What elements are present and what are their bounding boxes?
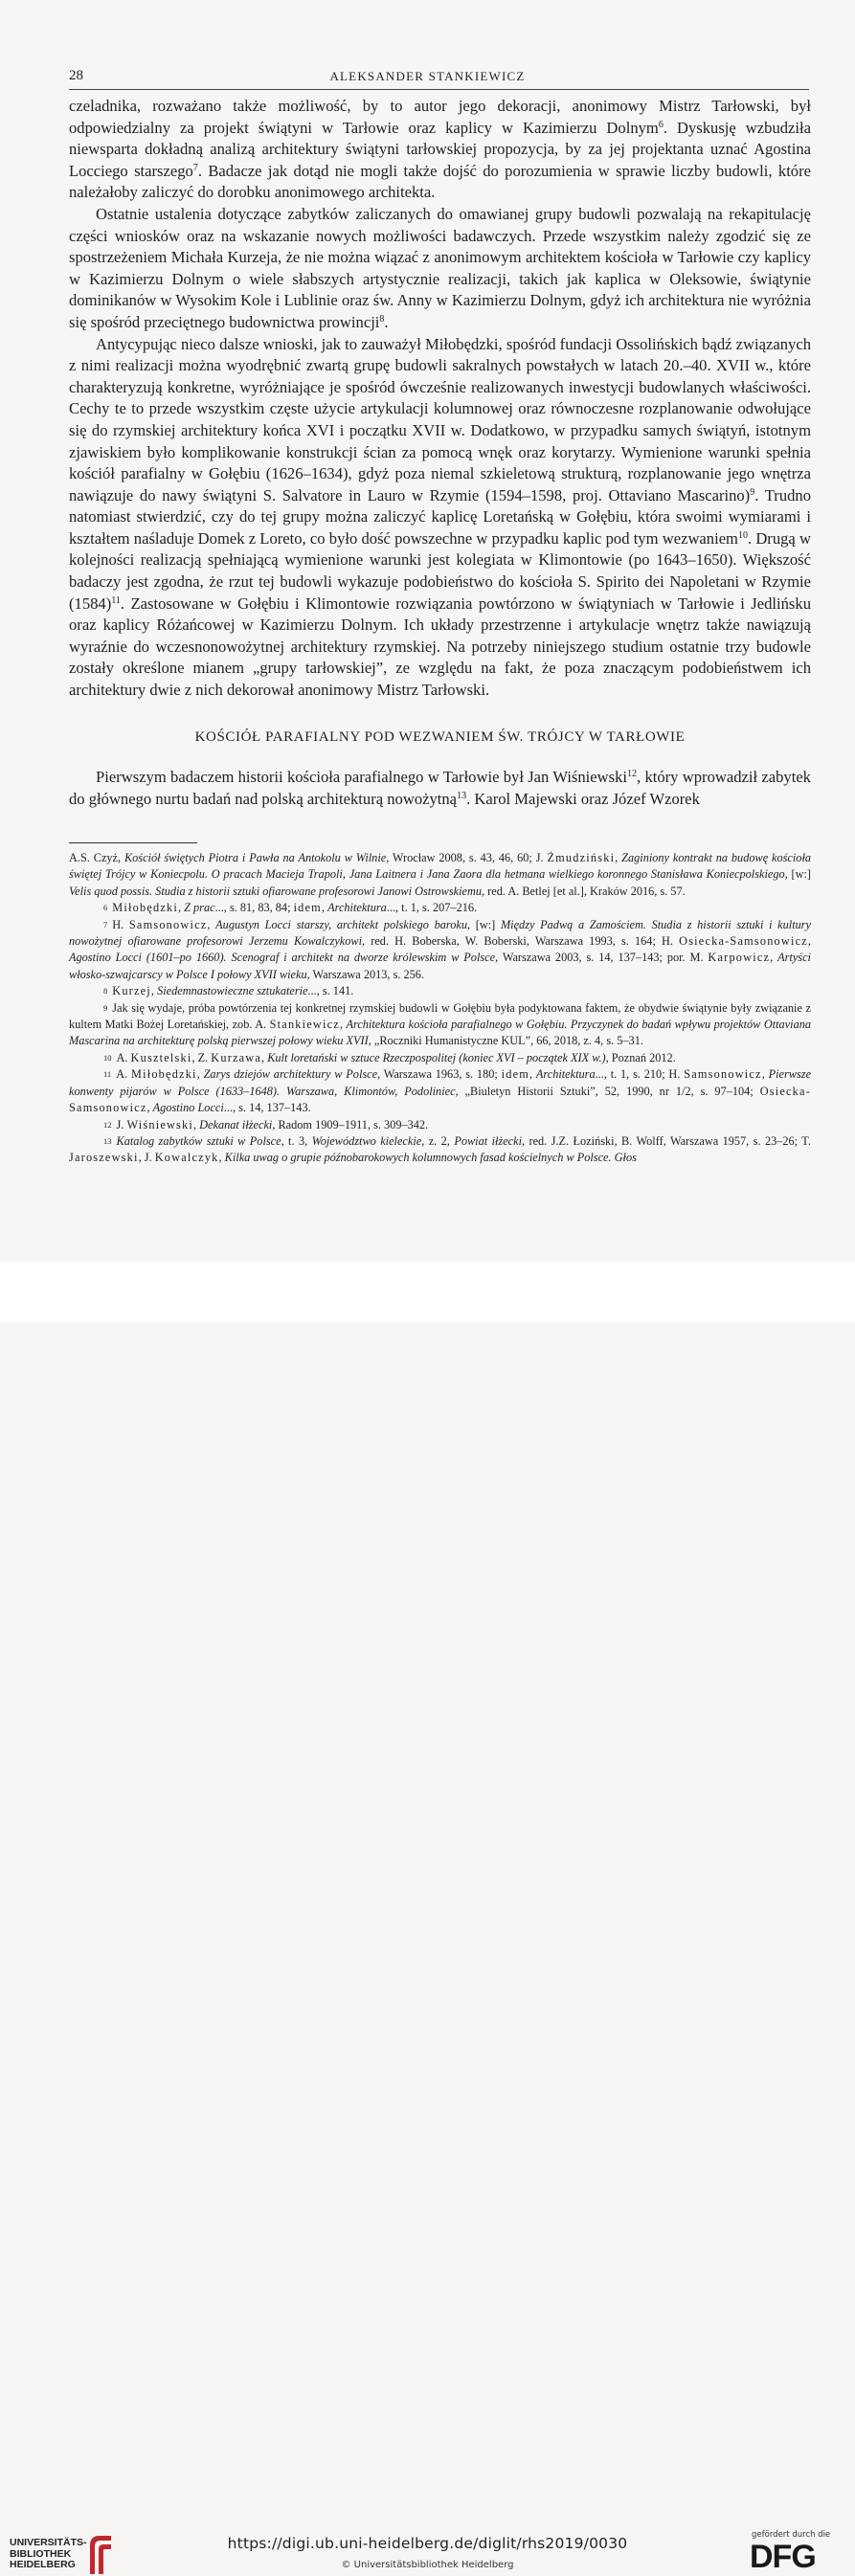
italic-title: Pierwsze konwenty pijarów w Polsce (1633–1648). Warszawa, Klimontów, Podoliniec: [69, 1067, 812, 1098]
text-run: A.: [116, 1067, 131, 1082]
text-run: J.: [116, 1117, 127, 1131]
text-run: , t. 3,: [281, 1133, 312, 1148]
copyright-notice: © Universitätsbibliothek Heidelberg: [341, 2560, 514, 2570]
footnote-ref: 9: [750, 486, 755, 498]
body-text: [69, 96, 811, 810]
italic-title: Między Padwą a Zamościem. Studia z historii sztuki i kultury nowożytnej ofiarowane profesorowi Jerzemu Kowalczykowi: [69, 917, 811, 949]
text-run: Jak się wydaje, próba powtórzenia tej konkretnej rzymskiej budowli w Gołębiu była podyktowana faktem, że obydwie świątynie były związanie z kultem Matki Bożej Loretańskiej, zob. A.: [69, 1000, 811, 1032]
footnote: [69, 1050, 811, 1066]
library-name-line: HEIDELBERG: [10, 2559, 76, 2570]
text-run: . Trudno natomiast stwierdzić, czy do tej grupy można zaliczyć kaplicę Loretańską w Gołębiu, która swoimi wymiarami i kształtem naśladuje Domek z Loreto, co było dość powszechne w przypadku kaplic pod tym wezwaniem: [69, 485, 812, 548]
paragraph: [69, 96, 811, 204]
italic-title: Velis quod possis. Studia z historii sztuki ofiarowane profesorowi Janowi Ostrowskiemu: [69, 884, 482, 898]
library-name-line: BIBLIOTHEK: [10, 2547, 72, 2560]
author-name: Jaroszewski: [69, 1151, 139, 1165]
header-rule: [69, 89, 809, 90]
footnote-ref: 8: [379, 313, 385, 325]
footnote: [69, 1000, 811, 1050]
text-run: Pierwszym badaczem historii kościoła parafialnego w Tarłowie był Jan Wiśniewski: [96, 768, 628, 787]
italic-title: Agostino Locci (1601–po 1660). Scenograf i architekt na dworze królewskim w Polsce: [69, 951, 496, 965]
footnote-number: 8: [103, 986, 108, 997]
footnote: [69, 1066, 811, 1116]
footnote-ref: 12: [627, 769, 638, 780]
text-run: , red. J.Z. Łoziński, B. Wolff, Warszawa 1957, s. 23–26; T.: [521, 1133, 811, 1148]
footnote-ref: 13: [457, 790, 467, 801]
text-run: ,: [770, 951, 778, 965]
author-name: idem: [293, 901, 322, 915]
text-run: . Karol Majewski oraz Józef Wzorek: [466, 789, 700, 808]
text-run: ,: [321, 901, 328, 915]
footnote: [69, 900, 811, 916]
text-run: , Z.: [191, 1050, 212, 1064]
text-run: ,: [146, 1101, 153, 1115]
text-run: ,: [196, 1067, 204, 1082]
text-run: A.S. Czyż,: [69, 851, 124, 864]
footnote-number: 7: [103, 919, 108, 930]
footnote: [69, 1117, 811, 1133]
author-name: Samsonowicz: [128, 917, 208, 931]
text-run: ,: [615, 851, 622, 864]
author-name: Stankiewicz: [269, 1018, 340, 1032]
author-name: Osiecka-Samsonowicz: [69, 1084, 811, 1115]
author-name: Miłobędzki: [130, 1067, 197, 1082]
text-run: ,: [218, 1151, 225, 1165]
footnote: [69, 1133, 811, 1167]
dfg-logo[interactable]: DFG: [750, 2539, 816, 2575]
text-run: ,: [529, 1067, 536, 1082]
footnote-number: 12: [103, 1119, 112, 1130]
text-run: A.: [116, 1050, 131, 1064]
author-name: Kurzawa: [211, 1050, 262, 1064]
text-run: ,: [261, 1050, 268, 1064]
text-run: , [w:]: [467, 917, 501, 931]
author-name: Samsonowicz: [684, 1067, 762, 1082]
text-run: ,: [193, 1117, 200, 1131]
text-run: ..., t. 1, s. 210; H.: [595, 1067, 685, 1082]
text-run: . Zastosowane w Gołębiu i Klimontowie rozwiązania powtórzono w świątyniach w Tarłowie i Jedlińsku oraz kaplicy Różańcowej w Kazimierzu Dolnym. Ich układy przestrzenne i artykulacje wnętrz także nawiązują wyraźnie do wczesnonowożytnej architektury rzymskiej. Na potrzeby niniejszego studium ostatnie trzy budowle zostały określone mianem „grupy tarłowskiej”, ze względu na fakt, że poza znaczącym podobieństwem ich architektury dwie z nich dekorował anonimowy Mistrz Tarłowski.: [69, 594, 811, 700]
footnote-ref: 10: [737, 529, 748, 541]
paragraph: [69, 334, 811, 702]
text-run: , Warszawa 1963, s. 180;: [377, 1067, 502, 1082]
footnote-number: 13: [103, 1135, 112, 1146]
italic-title: Architektura kościoła parafialnego w Gołębiu. Przyczynek do badań wpływu projektów Ottaviana Mascarina na architekturę polską pierwszej połowy wieku XVII: [69, 1018, 812, 1048]
footnote-ref: 11: [111, 594, 121, 606]
author-name: Żmudziński: [547, 851, 616, 864]
author-name: Karpowicz: [708, 951, 771, 965]
footnote-ref: 7: [192, 162, 198, 173]
text-run: ..., t. 1, s. 207–216.: [386, 901, 478, 915]
footnote-number: 9: [103, 1002, 108, 1013]
text-run: ,: [807, 934, 811, 949]
text-run: ..., s. 141.: [307, 984, 354, 998]
author-name: Wiśniewski: [126, 1117, 194, 1131]
library-name-line: UNIVERSITÄTS-: [10, 2537, 87, 2548]
funded-by-label: gefördert durch die: [752, 2530, 831, 2540]
page-scan: [0, 0, 855, 1262]
italic-title: Siedemnastowieczne sztukaterie: [157, 984, 308, 998]
paragraph: [69, 767, 811, 810]
text-run: ,: [177, 901, 185, 915]
paragraph: [69, 204, 811, 334]
text-run: ..., s. 14, 137–143.: [223, 1101, 311, 1115]
footnote-number: 6: [103, 903, 108, 913]
italic-title: Zarys dziejów architektury w Polsce: [203, 1067, 378, 1082]
author-name: idem: [501, 1067, 529, 1082]
running-title: ALEKSANDER STANKIEWICZ: [329, 69, 526, 83]
italic-title: Kilka uwag o grupie późnobarokowych kolumnowych fasad kościelnych w Polsce. Głos: [224, 1151, 637, 1165]
author-name: Miłobędzki: [112, 901, 178, 915]
text-run: . Drugą w kolejności realizacją spełniającą wymienione warunki jest kolegiata w Klimontowie (po 1643–1650). Większość badaczy jest zgodna, że rzut tej budowli wykazuje podobieństwo do kościoła S. Spirito dei Napoletani w Rzymie (1584): [69, 528, 811, 613]
text-run: ,: [339, 1018, 347, 1032]
text-run: ,: [761, 1067, 769, 1082]
italic-title: Z prac: [184, 901, 215, 915]
page-number: 28: [69, 68, 83, 83]
italic-title: Architektura: [535, 1067, 596, 1082]
text-run: , Warszawa 2013, s. 256.: [306, 967, 425, 981]
text-run: , „Biuletyn Historii Sztuki”, 52, 1990, nr 1/2, s. 97–104;: [455, 1084, 760, 1098]
italic-title: Zaginiony kontrakt na budowę kościoła świętej Trójcy w Koniecpolu. O pracach Macieja Trapoli, Jana Laitnera i Jana Zaora dla hetmana wielkiego koronnego Stanisława Koniecpolskiego: [69, 851, 812, 882]
text-run: . Dyskusję wzbudziła niewsparta dokładną analizą architektury świątyni tarłowskiej propozycja, by za jej projektanta uznać Agostina Locciego starszego: [69, 118, 811, 180]
viewer-footer: [0, 1262, 855, 2575]
text-run: , Warszawa 2003, s. 14, 137–143; por. M.: [495, 951, 709, 965]
italic-title: Powiat iłżecki: [454, 1133, 522, 1148]
permalink-url[interactable]: https://digi.ub.uni-heidelberg.de/diglit/rhs2019/0030: [227, 2535, 628, 2552]
text-run: , J.: [138, 1151, 155, 1165]
italic-title: Katalog zabytków sztuki w Polsce: [116, 1133, 281, 1148]
author-name: Kowalczyk: [154, 1151, 219, 1165]
italic-title: Agostino Locci: [152, 1101, 224, 1115]
text-run: .: [384, 312, 389, 331]
italic-title: Województwo kieleckie: [311, 1133, 422, 1148]
text-run: ,: [150, 984, 158, 998]
text-run: Antycypując nieco dalsze wnioski, jak to zauważył Miłobędzki, spośród fundacji Ossolińskich bądź związanych z nimi realizacji można wyodrębnić zwartą grupę budowli sakralnych powstałych w latach 20.–40. XVII w., które charakteryzują konkretne, wyróżniające je spośród ówcześnie realizowanych inwestycji budowlanych właściwości. Cechy te to przede wszystkim częste użycie artykulacji kolumnowej oraz równoczesne rozplanowanie odwołujące się do rzymskiej architektury końca XVI i początku XVII w. Dodatkowo, w przypadku samych świątyń, istotnym zjawiskiem było komplikowanie konstrukcji ścian za pomocą wnęk oraz korytarzy. Wymienione warunki spełnia kościół parafialny w Gołębiu (1626–1634), gdyż poza niemal szkieletową strukturą, rozplanowanie jego wnętrza nawiązuje do nawy świątyni S. Salvatore in Lauro w Rzymie (1594–1598, proj. Ottaviano Mascarino): [69, 334, 811, 504]
text-run: H.: [112, 917, 129, 931]
italic-title: Kościół świętych Piotra i Pawła na Antokolu w Wilnie: [124, 851, 387, 864]
text-run: , który wprowadził zabytek do głównego nurtu badań nad polską architekturą nowożytną: [69, 768, 811, 808]
section-heading: KOŚCIÓŁ PARAFIALNY POD WEZWANIEM ŚW. TRÓJCY W TARŁOWIE: [194, 728, 686, 745]
italic-title: Artyści włosko-szwajcarscy w Polsce I połowy XVII wieku: [69, 951, 811, 981]
text-run: , red. H. Boberska, W. Boberski, Warszawa 1993, s. 164; H.: [362, 934, 680, 949]
footnote-ref: 6: [658, 119, 664, 130]
text-run: , „Roczniki Humanistyczne KUL”, 66, 2018, z. 4, s. 5–31.: [368, 1034, 643, 1048]
text-run: , red. A. Betlej [et al.], Kraków 2016, s. 57.: [482, 884, 686, 898]
text-run: , Radom 1909–1911, s. 309–342.: [272, 1117, 429, 1131]
author-name: Kusztelski: [130, 1050, 192, 1064]
footnote: [69, 850, 811, 900]
text-run: ,: [207, 917, 216, 931]
author-name: Kurzej: [112, 984, 151, 998]
footnote: [69, 983, 811, 999]
italic-title: Kult loretański w sztuce Rzeczpospolitej (koniec XVI – początek XIX w.): [267, 1050, 606, 1064]
text-run: . Badacze jak dotąd nie mogli także dojść do porozumienia w sprawie liczby budowli, które należałoby zaliczyć do dorobku anonimowego architekta.: [69, 161, 811, 202]
text-run: , Wrocław 2008, s. 43, 46, 60; J.: [386, 851, 548, 864]
author-name: Osiecka-Samsonowicz: [679, 934, 808, 949]
text-run: Ostatnie ustalenia dotyczące zabytków zaliczanych do omawianej grupy budowli pozwalają na rekapitulację części wniosków oraz na wskazanie nowych możliwości badawczych. Przede wszystkim należy zgodzić się ze spostrzeżeniem Michała Kurzeja, że nie można wiązać z anonimowym architektem kościoła w Tarłowie czy kaplicy w Kazimierzu Dolnym o wiele słabszych artystycznie realizacji, takich jak kaplica w Oleksowie, świątynie dominikanów w Wysokim Kole i Lublinie oraz św. Anny w Kazimierzu Dolnym, gdyż ich architektura nie wyróżnia się spośród przeciętnego budownictwa prowincji: [69, 204, 811, 331]
italic-title: Dekanat iłżecki: [199, 1117, 273, 1131]
footnote-rule: [69, 842, 197, 843]
text-run: ..., s. 81, 83, 84;: [214, 901, 294, 915]
text-run: czeladnika, rozważano także możliwość, by to autor jego dekoracji, anonimowy Mistrz Tarłowski, był odpowiedzialny za projekt świątyni w Tarłowie oraz kaplicy w Kazimierzu Dolnym: [69, 97, 811, 137]
text-run: , [w:]: [784, 867, 812, 882]
footnote: [69, 917, 811, 984]
text-run: , Poznań 2012.: [605, 1050, 676, 1064]
footnotes: [69, 850, 811, 1167]
italic-title: Architektura: [327, 901, 387, 915]
text-run: , z. 2,: [421, 1133, 455, 1148]
footnote-number: 11: [103, 1069, 112, 1080]
footnote-number: 10: [103, 1052, 112, 1063]
italic-title: Augustyn Locci starszy, architekt polskiego baroku: [215, 917, 467, 931]
